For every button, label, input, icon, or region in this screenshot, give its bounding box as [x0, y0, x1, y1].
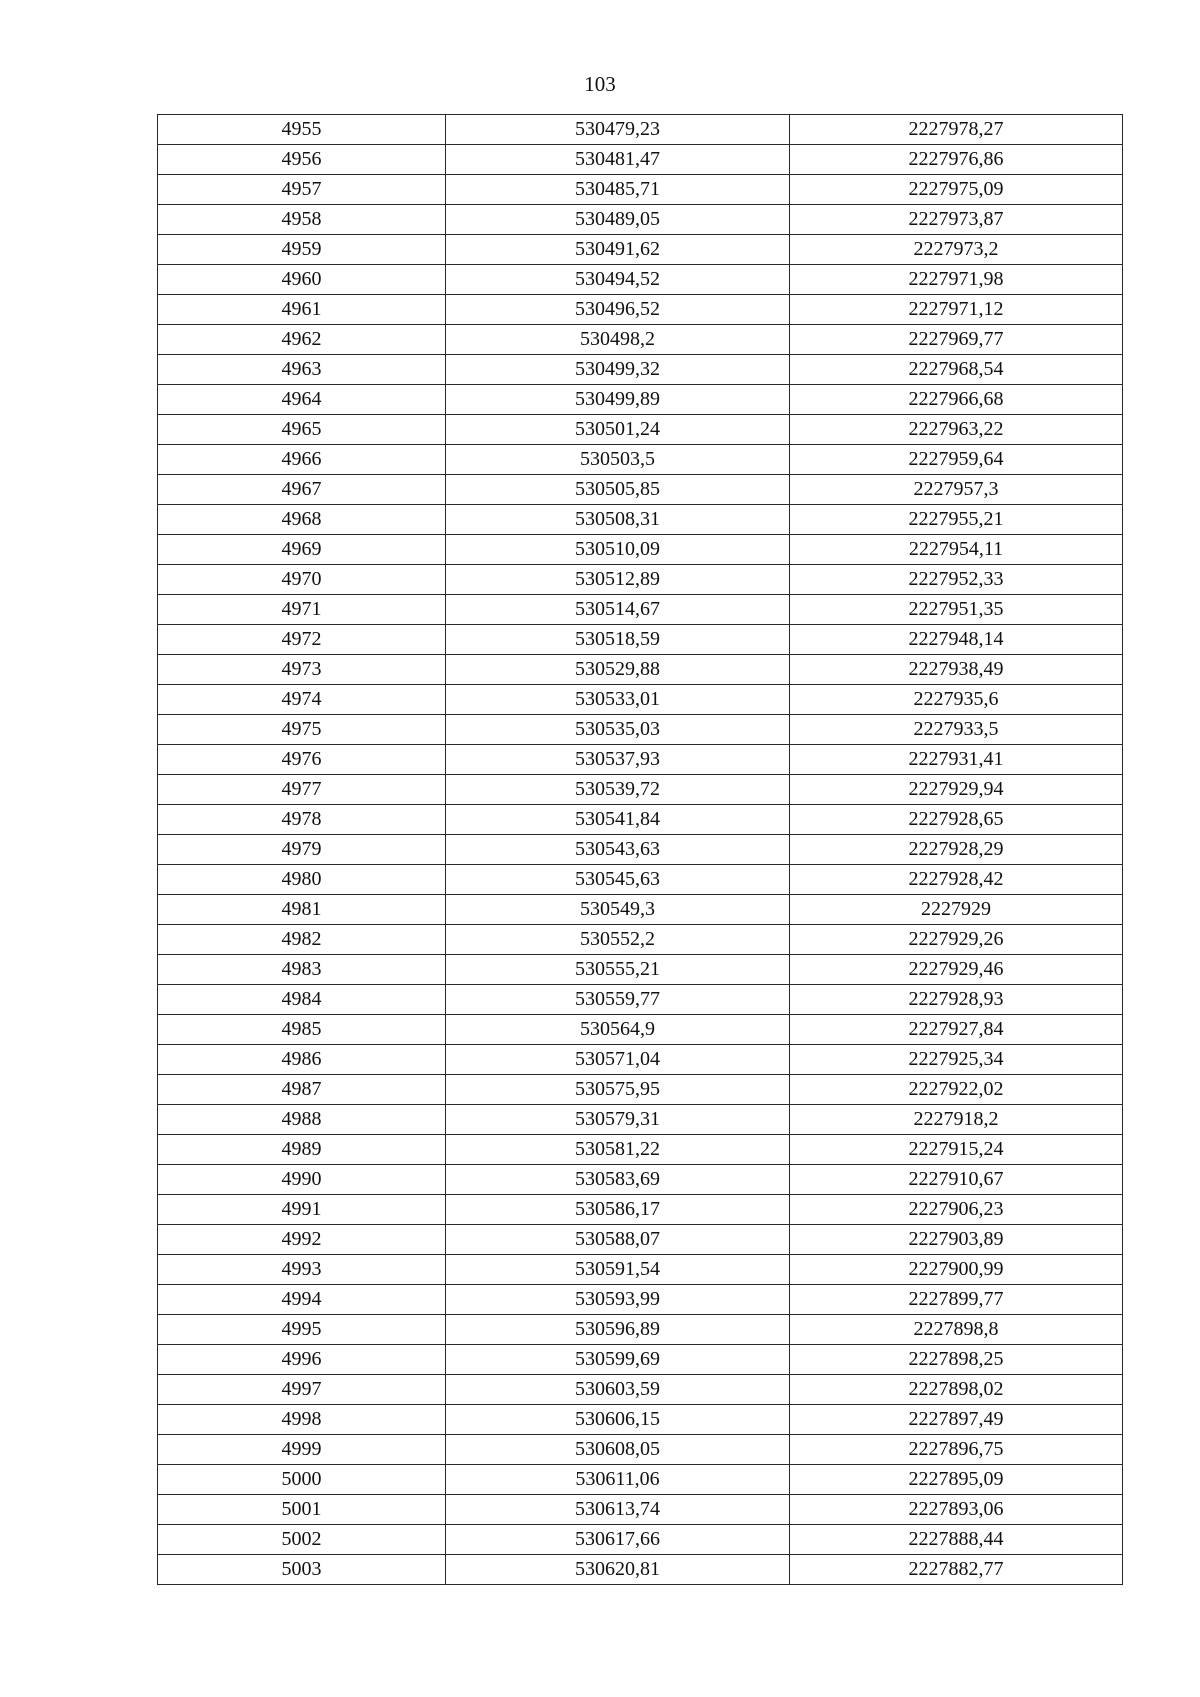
- x-coordinate-cell: 530518,59: [446, 625, 790, 655]
- table-row: [158, 805, 1123, 835]
- x-coordinate-cell: 530514,67: [446, 595, 790, 625]
- y-coordinate-cell: 2227938,49: [790, 655, 1123, 685]
- point-number-cell: 4985: [158, 1015, 446, 1045]
- point-number-cell: 4998: [158, 1405, 446, 1435]
- y-coordinate-cell: 2227935,6: [790, 685, 1123, 715]
- x-coordinate-cell: 530564,9: [446, 1015, 790, 1045]
- table-row: [158, 1555, 1123, 1585]
- point-number-cell: 4981: [158, 895, 446, 925]
- point-number-cell: 4999: [158, 1435, 446, 1465]
- x-coordinate-cell: 530498,2: [446, 325, 790, 355]
- point-number-cell: 4969: [158, 535, 446, 565]
- point-number-cell: 4979: [158, 835, 446, 865]
- y-coordinate-cell: 2227893,06: [790, 1495, 1123, 1525]
- y-coordinate-cell: 2227969,77: [790, 325, 1123, 355]
- point-number-cell: 5003: [158, 1555, 446, 1585]
- x-coordinate-cell: 530620,81: [446, 1555, 790, 1585]
- table-row: [158, 1255, 1123, 1285]
- x-coordinate-cell: 530575,95: [446, 1075, 790, 1105]
- y-coordinate-cell: 2227903,89: [790, 1225, 1123, 1255]
- table-row: [158, 385, 1123, 415]
- point-number-cell: 4988: [158, 1105, 446, 1135]
- table-row: [158, 445, 1123, 475]
- x-coordinate-cell: 530559,77: [446, 985, 790, 1015]
- table-row: [158, 535, 1123, 565]
- point-number-cell: 4962: [158, 325, 446, 355]
- x-coordinate-cell: 530539,72: [446, 775, 790, 805]
- table-row: [158, 985, 1123, 1015]
- point-number-cell: 5000: [158, 1465, 446, 1495]
- x-coordinate-cell: 530537,93: [446, 745, 790, 775]
- y-coordinate-cell: 2227928,93: [790, 985, 1123, 1015]
- table-row: [158, 415, 1123, 445]
- y-coordinate-cell: 2227933,5: [790, 715, 1123, 745]
- table-row: [158, 145, 1123, 175]
- x-coordinate-cell: 530613,74: [446, 1495, 790, 1525]
- x-coordinate-cell: 530608,05: [446, 1435, 790, 1465]
- x-coordinate-cell: 530499,32: [446, 355, 790, 385]
- point-number-cell: 4974: [158, 685, 446, 715]
- x-coordinate-cell: 530593,99: [446, 1285, 790, 1315]
- point-number-cell: 4961: [158, 295, 446, 325]
- x-coordinate-cell: 530510,09: [446, 535, 790, 565]
- y-coordinate-cell: 2227975,09: [790, 175, 1123, 205]
- x-coordinate-cell: 530543,63: [446, 835, 790, 865]
- point-number-cell: 4987: [158, 1075, 446, 1105]
- table-row: [158, 1405, 1123, 1435]
- x-coordinate-cell: 530533,01: [446, 685, 790, 715]
- y-coordinate-cell: 2227928,42: [790, 865, 1123, 895]
- y-coordinate-cell: 2227906,23: [790, 1195, 1123, 1225]
- point-number-cell: 4955: [158, 115, 446, 145]
- x-coordinate-cell: 530583,69: [446, 1165, 790, 1195]
- y-coordinate-cell: 2227963,22: [790, 415, 1123, 445]
- point-number-cell: 4976: [158, 745, 446, 775]
- table-row: [158, 175, 1123, 205]
- y-coordinate-cell: 2227929,94: [790, 775, 1123, 805]
- x-coordinate-cell: 530588,07: [446, 1225, 790, 1255]
- point-number-cell: 4966: [158, 445, 446, 475]
- point-number-cell: 4957: [158, 175, 446, 205]
- point-number-cell: 4996: [158, 1345, 446, 1375]
- x-coordinate-cell: 530549,3: [446, 895, 790, 925]
- x-coordinate-cell: 530508,31: [446, 505, 790, 535]
- x-coordinate-cell: 530599,69: [446, 1345, 790, 1375]
- y-coordinate-cell: 2227910,67: [790, 1165, 1123, 1195]
- table-row: [158, 1435, 1123, 1465]
- x-coordinate-cell: 530552,2: [446, 925, 790, 955]
- x-coordinate-cell: 530485,71: [446, 175, 790, 205]
- y-coordinate-cell: 2227929: [790, 895, 1123, 925]
- x-coordinate-cell: 530503,5: [446, 445, 790, 475]
- y-coordinate-cell: 2227895,09: [790, 1465, 1123, 1495]
- table-row: [158, 655, 1123, 685]
- x-coordinate-cell: 530581,22: [446, 1135, 790, 1165]
- y-coordinate-cell: 2227898,25: [790, 1345, 1123, 1375]
- point-number-cell: 4959: [158, 235, 446, 265]
- x-coordinate-cell: 530499,89: [446, 385, 790, 415]
- table-row: [158, 115, 1123, 145]
- table-row: [158, 1315, 1123, 1345]
- table-row: [158, 1225, 1123, 1255]
- x-coordinate-cell: 530479,23: [446, 115, 790, 145]
- y-coordinate-cell: 2227971,98: [790, 265, 1123, 295]
- table-row: [158, 1075, 1123, 1105]
- table-row: [158, 1495, 1123, 1525]
- y-coordinate-cell: 2227968,54: [790, 355, 1123, 385]
- y-coordinate-cell: 2227925,34: [790, 1045, 1123, 1075]
- point-number-cell: 4990: [158, 1165, 446, 1195]
- y-coordinate-cell: 2227899,77: [790, 1285, 1123, 1315]
- table-row: [158, 205, 1123, 235]
- point-number-cell: 4997: [158, 1375, 446, 1405]
- y-coordinate-cell: 2227976,86: [790, 145, 1123, 175]
- point-number-cell: 4995: [158, 1315, 446, 1345]
- y-coordinate-cell: 2227928,29: [790, 835, 1123, 865]
- x-coordinate-cell: 530606,15: [446, 1405, 790, 1435]
- table-row: [158, 715, 1123, 745]
- y-coordinate-cell: 2227896,75: [790, 1435, 1123, 1465]
- table-row: [158, 1165, 1123, 1195]
- table-row: [158, 505, 1123, 535]
- y-coordinate-cell: 2227973,2: [790, 235, 1123, 265]
- x-coordinate-cell: 530571,04: [446, 1045, 790, 1075]
- table-row: [158, 355, 1123, 385]
- table-row: [158, 295, 1123, 325]
- table-row: [158, 1135, 1123, 1165]
- y-coordinate-cell: 2227978,27: [790, 115, 1123, 145]
- x-coordinate-cell: 530512,89: [446, 565, 790, 595]
- table-row: [158, 745, 1123, 775]
- x-coordinate-cell: 530611,06: [446, 1465, 790, 1495]
- point-number-cell: 4982: [158, 925, 446, 955]
- y-coordinate-cell: 2227952,33: [790, 565, 1123, 595]
- y-coordinate-cell: 2227882,77: [790, 1555, 1123, 1585]
- point-number-cell: 4956: [158, 145, 446, 175]
- x-coordinate-cell: 530579,31: [446, 1105, 790, 1135]
- table-row: [158, 475, 1123, 505]
- y-coordinate-cell: 2227948,14: [790, 625, 1123, 655]
- y-coordinate-cell: 2227951,35: [790, 595, 1123, 625]
- point-number-cell: 4986: [158, 1045, 446, 1075]
- point-number-cell: 4960: [158, 265, 446, 295]
- y-coordinate-cell: 2227915,24: [790, 1135, 1123, 1165]
- x-coordinate-cell: 530555,21: [446, 955, 790, 985]
- point-number-cell: 5001: [158, 1495, 446, 1525]
- x-coordinate-cell: 530586,17: [446, 1195, 790, 1225]
- y-coordinate-cell: 2227897,49: [790, 1405, 1123, 1435]
- x-coordinate-cell: 530489,05: [446, 205, 790, 235]
- x-coordinate-cell: 530501,24: [446, 415, 790, 445]
- point-number-cell: 4963: [158, 355, 446, 385]
- y-coordinate-cell: 2227959,64: [790, 445, 1123, 475]
- page-number: 103: [584, 72, 616, 96]
- table-row: [158, 1015, 1123, 1045]
- point-number-cell: 4991: [158, 1195, 446, 1225]
- x-coordinate-cell: 530505,85: [446, 475, 790, 505]
- table-row: [158, 265, 1123, 295]
- y-coordinate-cell: 2227973,87: [790, 205, 1123, 235]
- x-coordinate-cell: 530496,52: [446, 295, 790, 325]
- point-number-cell: 4977: [158, 775, 446, 805]
- y-coordinate-cell: 2227927,84: [790, 1015, 1123, 1045]
- coordinates-table-body: [158, 115, 1123, 1585]
- table-row: [158, 1525, 1123, 1555]
- table-row: [158, 1105, 1123, 1135]
- point-number-cell: 4971: [158, 595, 446, 625]
- x-coordinate-cell: 530529,88: [446, 655, 790, 685]
- table-row: [158, 235, 1123, 265]
- x-coordinate-cell: 530494,52: [446, 265, 790, 295]
- table-row: [158, 1285, 1123, 1315]
- point-number-cell: 4975: [158, 715, 446, 745]
- point-number-cell: 4965: [158, 415, 446, 445]
- point-number-cell: 4964: [158, 385, 446, 415]
- y-coordinate-cell: 2227929,26: [790, 925, 1123, 955]
- table-row: [158, 1045, 1123, 1075]
- x-coordinate-cell: 530541,84: [446, 805, 790, 835]
- table-row: [158, 835, 1123, 865]
- table-row: [158, 685, 1123, 715]
- point-number-cell: 4967: [158, 475, 446, 505]
- y-coordinate-cell: 2227918,2: [790, 1105, 1123, 1135]
- y-coordinate-cell: 2227966,68: [790, 385, 1123, 415]
- y-coordinate-cell: 2227955,21: [790, 505, 1123, 535]
- y-coordinate-cell: 2227900,99: [790, 1255, 1123, 1285]
- point-number-cell: 4978: [158, 805, 446, 835]
- point-number-cell: 4994: [158, 1285, 446, 1315]
- y-coordinate-cell: 2227898,02: [790, 1375, 1123, 1405]
- y-coordinate-cell: 2227957,3: [790, 475, 1123, 505]
- x-coordinate-cell: 530481,47: [446, 145, 790, 175]
- point-number-cell: 4984: [158, 985, 446, 1015]
- y-coordinate-cell: 2227922,02: [790, 1075, 1123, 1105]
- point-number-cell: 4992: [158, 1225, 446, 1255]
- x-coordinate-cell: 530491,62: [446, 235, 790, 265]
- y-coordinate-cell: 2227929,46: [790, 955, 1123, 985]
- table-row: [158, 325, 1123, 355]
- table-row: [158, 925, 1123, 955]
- y-coordinate-cell: 2227928,65: [790, 805, 1123, 835]
- table-row: [158, 1375, 1123, 1405]
- table-row: [158, 895, 1123, 925]
- coordinates-table: [157, 114, 1123, 1585]
- x-coordinate-cell: 530591,54: [446, 1255, 790, 1285]
- x-coordinate-cell: 530596,89: [446, 1315, 790, 1345]
- point-number-cell: 4973: [158, 655, 446, 685]
- table-row: [158, 1465, 1123, 1495]
- y-coordinate-cell: 2227898,8: [790, 1315, 1123, 1345]
- x-coordinate-cell: 530545,63: [446, 865, 790, 895]
- y-coordinate-cell: 2227888,44: [790, 1525, 1123, 1555]
- x-coordinate-cell: 530617,66: [446, 1525, 790, 1555]
- point-number-cell: 4972: [158, 625, 446, 655]
- y-coordinate-cell: 2227954,11: [790, 535, 1123, 565]
- table-row: [158, 625, 1123, 655]
- table-row: [158, 565, 1123, 595]
- point-number-cell: 4983: [158, 955, 446, 985]
- point-number-cell: 4970: [158, 565, 446, 595]
- y-coordinate-cell: 2227971,12: [790, 295, 1123, 325]
- x-coordinate-cell: 530603,59: [446, 1375, 790, 1405]
- point-number-cell: 4993: [158, 1255, 446, 1285]
- table-row: [158, 595, 1123, 625]
- table-row: [158, 955, 1123, 985]
- point-number-cell: 4989: [158, 1135, 446, 1165]
- point-number-cell: 4980: [158, 865, 446, 895]
- table-row: [158, 865, 1123, 895]
- point-number-cell: 5002: [158, 1525, 446, 1555]
- point-number-cell: 4968: [158, 505, 446, 535]
- point-number-cell: 4958: [158, 205, 446, 235]
- table-row: [158, 1345, 1123, 1375]
- table-row: [158, 1195, 1123, 1225]
- table-row: [158, 775, 1123, 805]
- x-coordinate-cell: 530535,03: [446, 715, 790, 745]
- y-coordinate-cell: 2227931,41: [790, 745, 1123, 775]
